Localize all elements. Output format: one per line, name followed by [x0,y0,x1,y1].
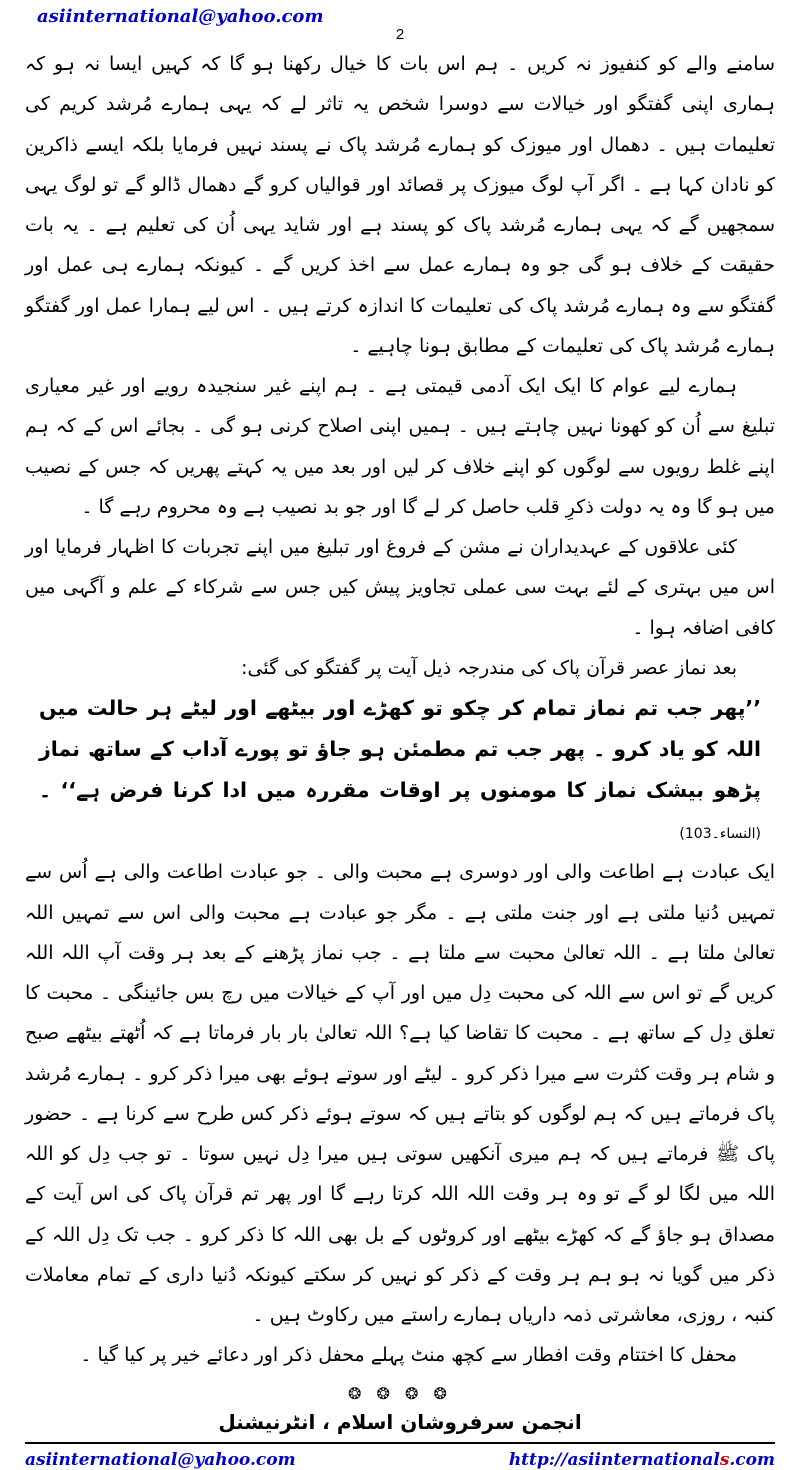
verse-intro-line: بعد نماز عصر قرآن پاک کی مندرجہ ذیل آیت پر گفتگو کی گئی: [241,656,737,679]
verse-reference: (النساء۔103) [679,826,761,843]
quran-verse-text: ’’پھر جب تم نماز تمام کر چکو تو کھڑے اور بیٹھے اور لیٹے ہر حالت میں اللہ کو یاد کرو ۔ پھر جب تم مطمئن ہو جاؤ تو پورے آداب کے ساتھ نماز پڑھو بیشک نماز کا مومنوں پر اوقات مقررہ میں ادا کرنا فرض ہے‘‘ ۔ [39,696,761,803]
organization-name: انجمن سرفروشان اسلام ، انٹرنیشنل [218,1409,582,1434]
footer-email-link[interactable]: asiinternational@yahoo.com [25,1449,296,1470]
body-paragraph-1: سامنے والے کو کنفیوز نہ کریں ۔ ہم اس بات کا خیال رکھنا ہو گا کہ کہیں ایسا نہ ہو کہ ہماری اپنی گفتگو اور خیالات سے دوسرا شخص یہ تاثر لے کہ یہی ہمارے مُرشد کریم کی تعلیمات ہیں ۔ دھمال اور میوزک کو ہمارے مُرشد پاک نے پسند نہیں فرمایا بلکہ ایسے ذاکرین کو نادان کہا ہے ۔ اگر آپ لوگ میوزک پر قصائد اور قوالیاں کرو گے دھمال ڈالو گے تو لوگ یہی سمجھیں گے کہ یہی ہمارے مُرشد پاک کو پسند ہے اور شاید یہی اُن کی تعلیم ہے ۔ یہ بات حقیقت کے خلاف ہو گی جو وہ ہمارے عمل سے اخذ کریں گے ۔ کیونکہ ہمارے ہی عمل اور گفتگو سے وہ ہمارے مُرشد پاک کی تعلیمات کا اندازہ کرتے ہیں ۔ اس لیے ہمارا عمل اور گفتگو ہمارے مُرشد پاک کی تعلیمات کے مطابق ہونا چاہیے ۔ [25,53,775,357]
page-number: 2 [395,26,405,43]
page-header [25,6,775,27]
footer-url-suffix: .com [729,1449,775,1470]
body-paragraph-2: ہمارے لیے عوام کا ایک ایک آدمی قیمتی ہے ۔ ہم اپنے غیر سنجیدہ رویے اور غیر معیاری تبلیغ سے اُن کو کھونا نہیں چاہتے ہیں ۔ ہمیں اپنی اصلاح کرنی ہو گی ۔ بجائے اس کے کہ ہم اپنے غلط رویوں سے لوگوں کو اپنے خلاف کر لیں اور بعد میں یہ کہتے پھریں کہ جس کے نصیب میں ہو گا وہ یہ دولت ذکرِ قلب حاصل کر لے گا اور جو بد نصیب ہے وہ محروم رہے گا ۔ [25,375,775,518]
body-paragraph-3: کئی علاقوں کے عہدیداران نے مشن کے فروغ اور تبلیغ میں اپنے تجربات کا اظہار فرمایا اور اس میں بہتری کے لئے بہت سی عملی تجاویز پیش کیں جس سے شرکاء کے علم و آگہی میں کافی اضافہ ہوا ۔ [25,536,775,639]
closing-paragraph: محفل کا اختتام وقت افطار سے کچھ منٹ پہلے محفل ذکر اور دعائے خیر پر کیا گیا ۔ [80,1344,737,1367]
footer-url-highlight: s [719,1449,730,1470]
quran-verse [25,688,775,852]
ornament-stars-icon: ❂ ❂ ❂ ❂ [348,1383,452,1403]
footer-divider [25,1442,775,1444]
footer-url-prefix: http://asiinternational [508,1449,720,1470]
header-email-link[interactable]: asiinternational@yahoo.com [37,6,324,27]
footer-url-link[interactable] [509,1450,775,1470]
body-paragraph-5: ایک عبادت ہے اطاعت والی اور دوسری ہے محبت والی ۔ جو عبادت اطاعت والی ہے اُس سے تمہیں دُنیا ملتی ہے اور جنت ملتی ہے ۔ مگر جو عبادت ہے محبت والی اس سے تمہیں اللہ تعالیٰ ملتا ہے ۔ اللہ تعالیٰ محبت سے ملتا ہے ۔ جب نماز پڑھنے کے بعد ہر وقت آپ اللہ اللہ کریں گے تو اس سے اللہ کی محبت دِل میں اور آپ کے خیالات میں رچ بس جائینگی ۔ محبت کا تعلق دِل کے ساتھ ہے ۔ محبت کا تقاضا کیا ہے؟ اللہ تعالیٰ بار بار فرماتا ہے کہ اُٹھتے بیٹھے صبح و شام ہر وقت کثرت سے میرا ذکر کرو ۔ لیٹے اور سوتے ہوئے بھی میرا ذکر کرو ۔ ہمارے مُرشد پاک فرماتے ہیں کہ ہم لوگوں کو بتاتے ہیں کہ سوتے ہوئے ذکر کس طرح سے کرنا ہے ۔ حضور پاک ﷺ فرماتے ہیں کہ ہم میری آنکھیں سوتی ہیں میرا دِل نہیں سوتا ۔ تو جب دِل کو اللہ اللہ میں لگا لو گے تو وہ ہر وقت اللہ اللہ کرتا رہے گا اور پھر تم قرآن پاک کی اس آیت کے مصداق ہو جاؤ گے کہ کھڑے بیٹھے اور کروٹوں کے بل بھی اللہ کا ذکر کرو ۔ جب تک دِل اللہ کے ذکر میں گویا نہ ہو ہم ہر وقت کے ذکر کو نہیں کر سکتے کیونکہ دُنیا داری کے تمام معاملات کنبہ ، روزی، معاشرتی ذمہ داریاں ہمارے راستے میں رکاوٹ ہیں ۔ [25,861,775,1327]
page-footer [25,1450,775,1470]
